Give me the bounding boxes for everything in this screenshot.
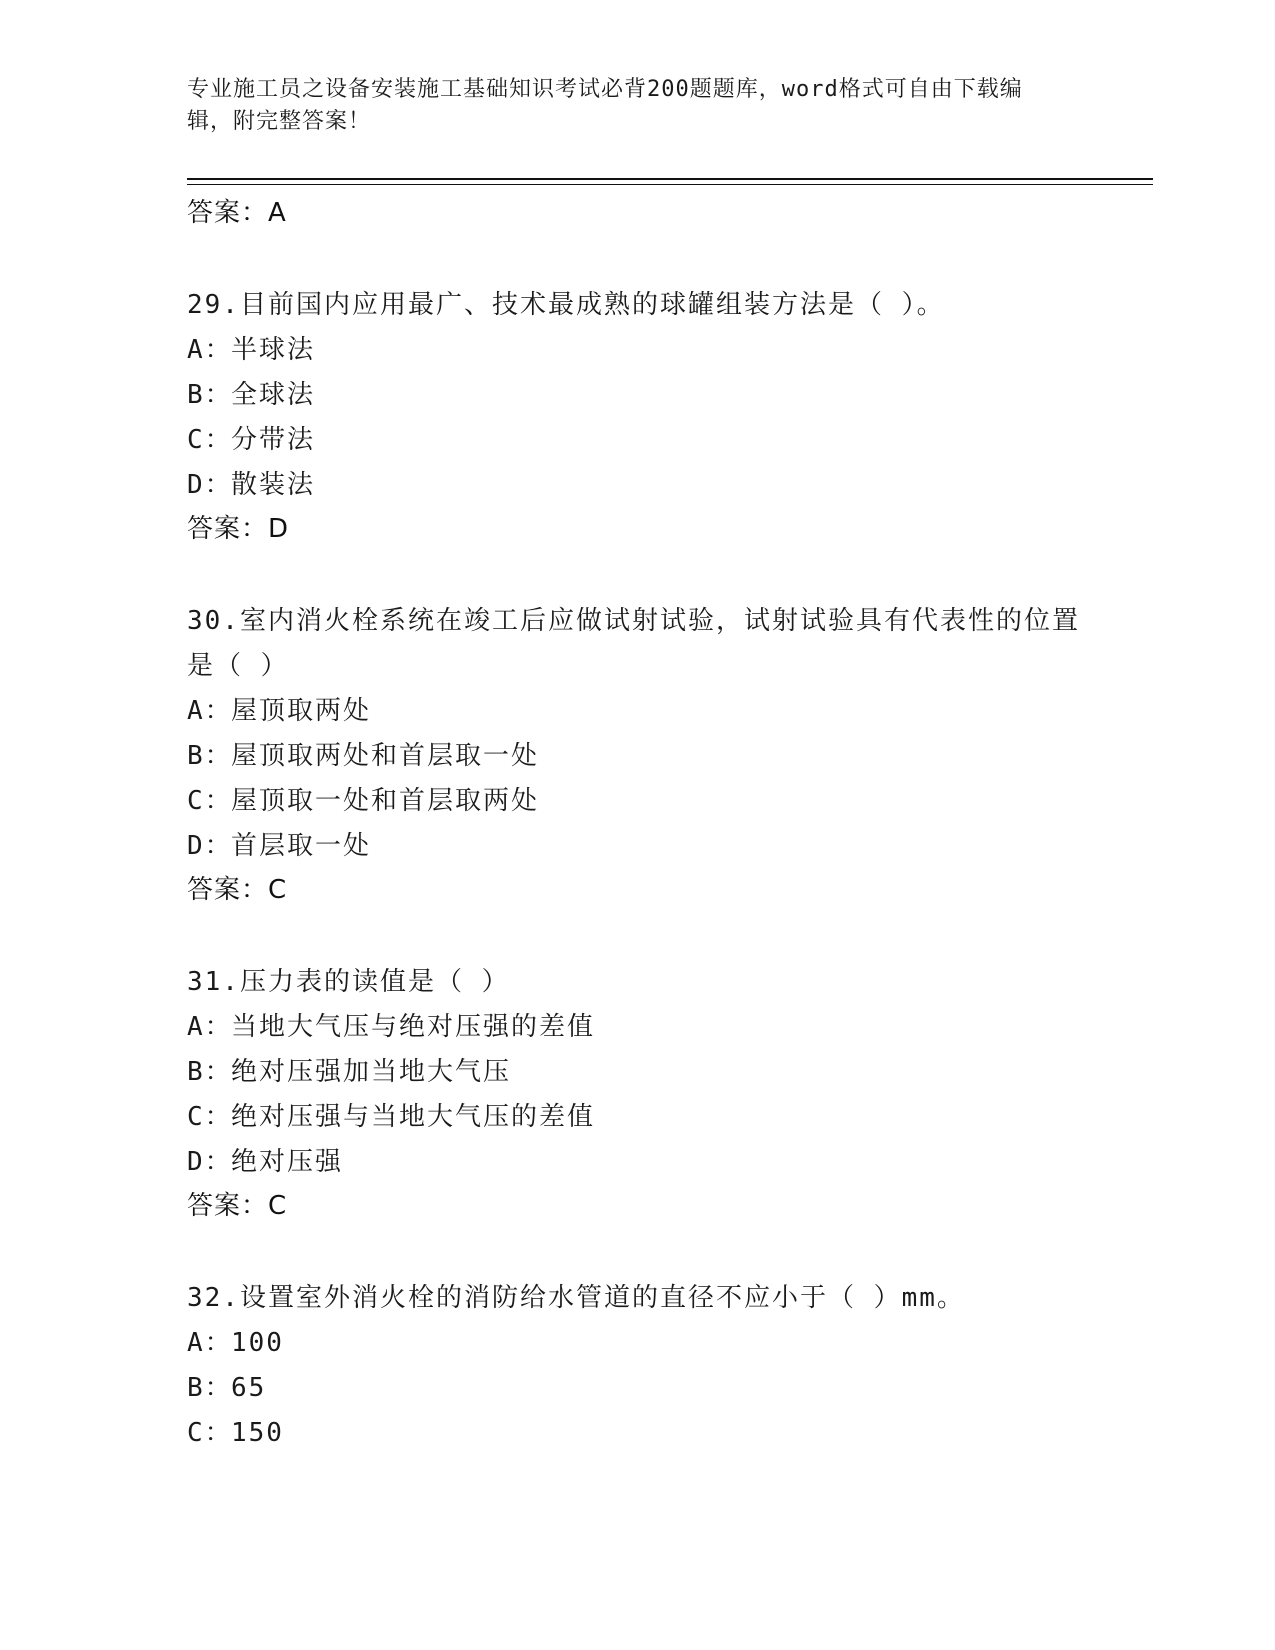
option-text: 屋顶取两处 (231, 696, 372, 726)
option-letter: B： (187, 741, 233, 771)
option-letter: C： (187, 425, 233, 455)
spacer (187, 1230, 1087, 1276)
option-b (187, 373, 1087, 418)
question-stem: 32.设置室外消火栓的消防给水管道的直径不应小于（ ）mm。 (187, 1283, 965, 1313)
option-b (187, 1050, 1087, 1095)
option-letter: A： (187, 1328, 233, 1358)
option-letter: A： (187, 696, 233, 726)
option-letter: B： (187, 380, 233, 410)
spacer (187, 553, 1087, 599)
option-d (187, 463, 1087, 508)
option-text: 分带法 (231, 425, 316, 455)
option-letter: A： (187, 335, 233, 365)
option-letter: C： (187, 1418, 233, 1448)
option-letter: D： (187, 1147, 233, 1177)
answer-line (187, 192, 1087, 237)
option-text: 绝对压强加当地大气压 (231, 1057, 512, 1087)
option-b (187, 734, 1087, 779)
option-text: 65 (231, 1373, 267, 1403)
option-a (187, 1321, 1087, 1366)
option-d (187, 1140, 1087, 1185)
answer-line (187, 869, 1087, 914)
answer-value: A (268, 198, 287, 228)
answer-value: C (268, 875, 288, 905)
question-list (187, 192, 1087, 1456)
question-block (187, 283, 1087, 553)
option-c (187, 1095, 1087, 1140)
option-letter: D： (187, 831, 233, 861)
option-text: 100 (231, 1328, 284, 1358)
option-text: 半球法 (231, 335, 316, 365)
option-d (187, 824, 1087, 869)
option-text: 屋顶取两处和首层取一处 (231, 741, 540, 771)
option-text: 首层取一处 (231, 831, 372, 861)
answer-line (187, 1185, 1087, 1230)
option-text: 绝对压强 (231, 1147, 344, 1177)
answer-label: 答案： (187, 1191, 269, 1221)
question-stem: 29.目前国内应用最广、技术最成熟的球罐组装方法是（ ）。 (187, 290, 945, 320)
answer-value: D (268, 514, 290, 544)
option-text: 全球法 (231, 380, 316, 410)
option-text: 屋顶取一处和首层取两处 (231, 786, 540, 816)
option-letter: B： (187, 1373, 233, 1403)
option-a (187, 1005, 1087, 1050)
option-a (187, 689, 1087, 734)
spacer (187, 237, 1087, 283)
option-text: 绝对压强与当地大气压的差值 (231, 1102, 596, 1132)
option-a (187, 328, 1087, 373)
option-letter: C： (187, 786, 233, 816)
option-c (187, 1411, 1087, 1456)
option-text: 散装法 (231, 470, 316, 500)
answer-label: 答案： (187, 514, 269, 544)
option-b (187, 1366, 1087, 1411)
header-rule-thick (187, 178, 1153, 180)
option-c (187, 418, 1087, 463)
option-c (187, 779, 1087, 824)
answer-label: 答案： (187, 198, 269, 228)
option-text: 150 (231, 1418, 284, 1448)
question-block (187, 960, 1087, 1230)
option-text: 当地大气压与绝对压强的差值 (231, 1012, 596, 1042)
answer-label: 答案： (187, 875, 269, 905)
option-letter: C： (187, 1102, 233, 1132)
option-letter: D： (187, 470, 233, 500)
question-stem: 30.室内消火栓系统在竣工后应做试射试验，试射试验具有代表性的位置是（ ） (187, 606, 1080, 681)
question-stem: 31.压力表的读值是（ ） (187, 967, 510, 997)
spacer (187, 914, 1087, 960)
answer-value: C (268, 1191, 288, 1221)
answer-line (187, 508, 1087, 553)
option-letter: B： (187, 1057, 233, 1087)
header-rule-thin (187, 184, 1153, 185)
question-block (187, 1276, 1087, 1456)
question-block (187, 599, 1087, 914)
document-header: 专业施工员之设备安装施工基础知识考试必背200题题库，word格式可自由下载编辑，附完整答案！ (187, 77, 1023, 134)
option-letter: A： (187, 1012, 233, 1042)
